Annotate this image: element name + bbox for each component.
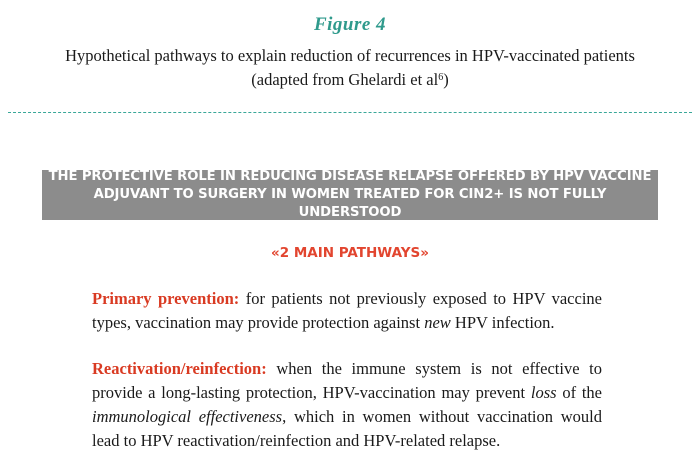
primary-text-a: for patients not previously exposed to HPV vaccine types, vaccination may provide protection against (92, 289, 602, 332)
primary-text-b: HPV infection. (450, 313, 555, 332)
caption-close: ) (443, 70, 449, 89)
reactivation-emphasis-immunological: immunological effectiveness (92, 407, 283, 426)
summary-banner (42, 170, 658, 220)
primary-prevention-lead: Primary prevention: (92, 289, 240, 308)
reactivation-emphasis-loss: loss (530, 383, 557, 402)
caption-source: (adapted from Ghelardi et al (251, 70, 439, 89)
primary-prevention-paragraph (92, 287, 602, 335)
reference-superscript: 6 (438, 72, 444, 83)
primary-emphasis: new (424, 313, 451, 332)
reactivation-lead: Reactivation/reinfection: (92, 359, 267, 378)
reactivation-text-c: , which in women without vaccination would lead to HPV reactivation/reinfection and HPV-related relapse. (92, 407, 602, 450)
figure-caption-line-2 (20, 68, 680, 92)
pathways-heading: «2 MAIN PATHWAYS» (271, 245, 429, 261)
banner-line-1: THE PROTECTIVE ROLE IN REDUCING DISEASE RELAPSE OFFERED BY HPV VACCINE (48, 169, 652, 184)
figure-label: Figure 4 (313, 14, 387, 35)
dashed-divider (8, 112, 692, 113)
reactivation-text-a: when the immune system is not effective to provide a long-lasting protection, HPV-vaccination may prevent (92, 359, 602, 402)
reactivation-paragraph (92, 357, 602, 453)
figure-caption-line-1: Hypothetical pathways to explain reduction of recurrences in HPV-vaccinated patients (65, 46, 635, 65)
reactivation-text-b: of the (556, 383, 602, 402)
banner-line-2: ADJUVANT TO SURGERY IN WOMEN TREATED FOR CIN2+ IS NOT FULLY UNDERSTOOD (93, 187, 607, 220)
